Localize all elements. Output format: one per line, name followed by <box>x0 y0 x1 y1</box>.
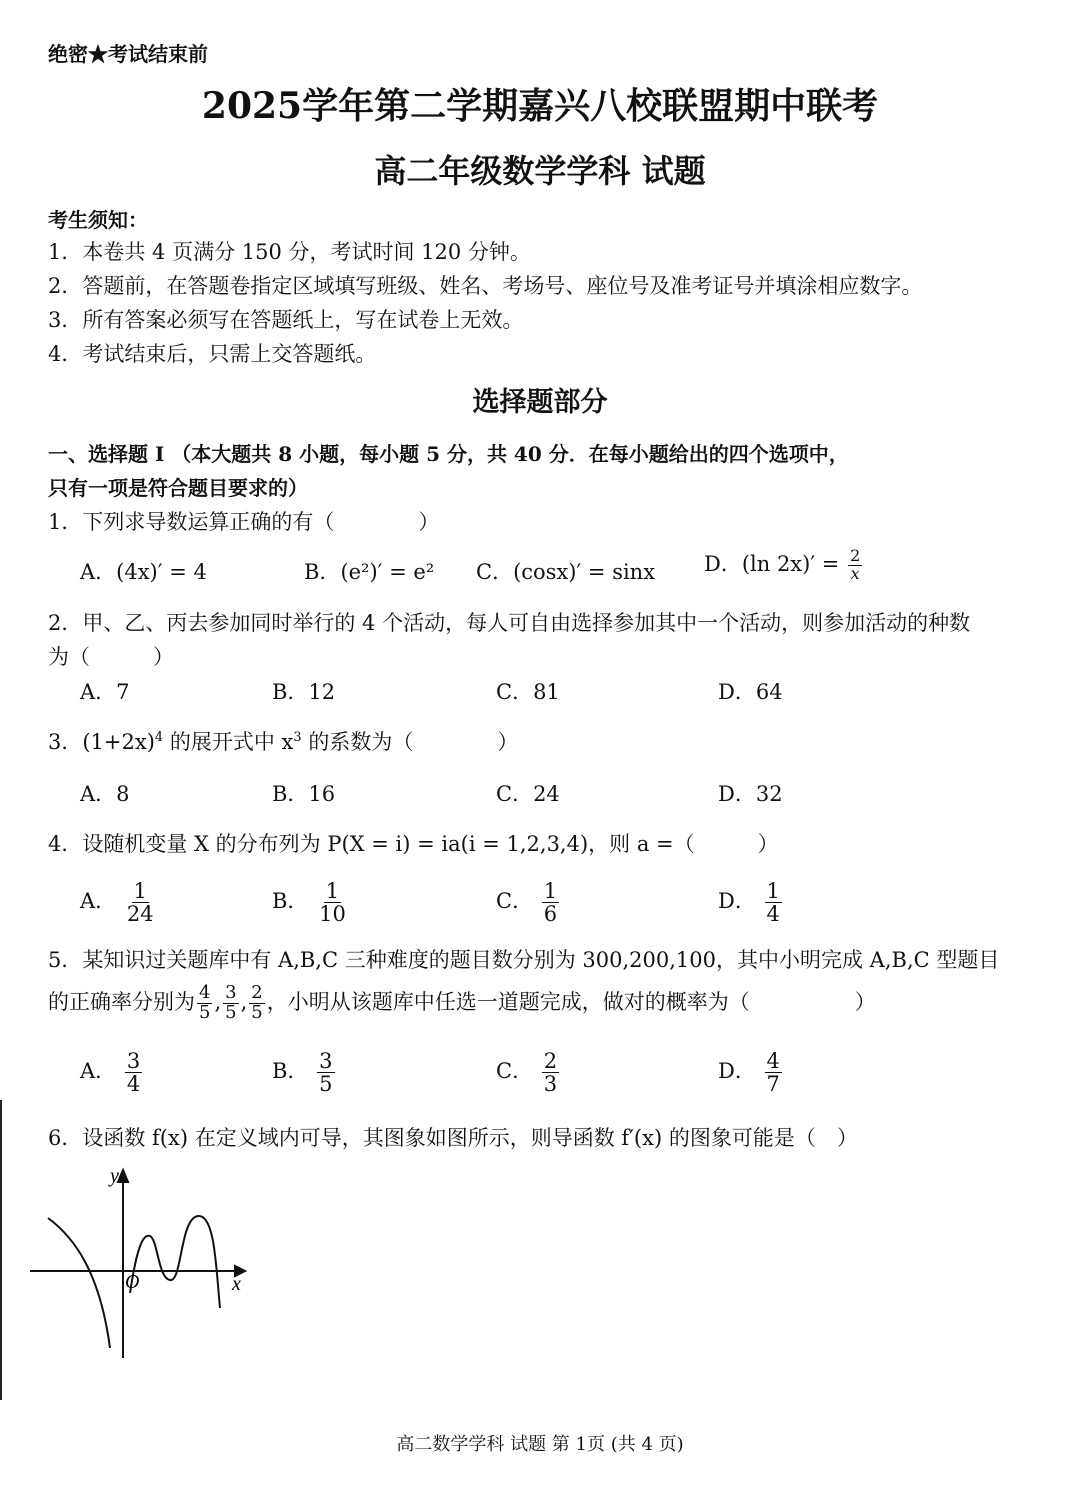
q5-stem-line1: 5．某知识过关题库中有 A,B,C 三种难度的题目数分别为 300,200,100，其中小明完成 A,B,C 型题目 <box>48 948 1000 972</box>
x-axis-label: x <box>232 1273 241 1295</box>
fraction-numerator: 3 <box>225 982 237 1003</box>
scan-edge-mark <box>0 1100 2 1400</box>
notice-heading: 考生须知： <box>48 208 148 232</box>
q5-option-d-fraction <box>765 1050 782 1095</box>
q4-option-c <box>496 880 561 925</box>
fraction-numerator: 1 <box>325 879 340 903</box>
q3-stem-mid: 的展开式中 x <box>163 730 294 754</box>
q4-option-a-fraction <box>125 880 156 925</box>
q5-option-c <box>496 1050 561 1095</box>
q5-option-c-fraction <box>542 1050 559 1095</box>
q3-option-c: C．24 <box>496 782 560 806</box>
q5-stem-line2: 的正确率分别为 $\frac{4}{5}$ , $\frac{3}{5}$ , $\frac{2}{5}$ ，小明从该题库中任选一道题完成，做对的概率为（ ） <box>48 982 876 1023</box>
q5-option-b-label: B． <box>272 1059 309 1084</box>
q5-option-a-fraction <box>125 1050 142 1095</box>
fraction-denominator: 5 <box>319 1072 333 1097</box>
fraction-denominator: 10 <box>319 902 346 927</box>
q2-option-c: C．81 <box>496 680 560 704</box>
q3-option-b: B．16 <box>272 782 336 806</box>
y-axis-label: y <box>110 1165 119 1187</box>
q2-stem-line1: 2．甲、乙、丙去参加同时举行的 4 个活动，每人可自由选择参加其中一个活动，则参加活动的种数 <box>48 611 971 635</box>
q5-rate-c <box>249 984 264 1023</box>
fraction-numerator: 3 <box>319 1049 333 1073</box>
fraction-numerator: 2 <box>251 982 263 1003</box>
q6-stem: 6．设函数 f(x) 在定义域内可导，其图象如图所示，则导函数 f′(x) 的图象可能是（ ） <box>48 1126 858 1150</box>
notice-item-3: 3．所有答案必须写在答题纸上，写在试卷上无效。 <box>48 308 524 332</box>
q4-option-d-fraction <box>765 880 782 925</box>
q4-option-b-fraction <box>317 880 348 925</box>
q5-stem-pre: 的正确率分别为 <box>48 989 195 1014</box>
notice-item-1: 1．本卷共 4 页满分 150 分，考试时间 120 分钟。 <box>48 240 531 264</box>
q5-stem-post: ，小明从该题库中任选一道题完成，做对的概率为（ ） <box>266 989 876 1014</box>
fraction-numerator: 4 <box>766 1049 780 1073</box>
notice-item-4: 4．考试结束后，只需上交答题纸。 <box>48 342 377 366</box>
exam-subtitle: 高二年级数学学科 试题 <box>374 152 706 190</box>
q3-stem-post: 的系数为（ ） <box>301 730 519 754</box>
q3-stem <box>48 726 518 756</box>
q1-option-d-fraction <box>848 548 862 583</box>
fraction-denominator: 24 <box>126 902 154 927</box>
q1-option-b-label: B． <box>304 560 341 584</box>
q4-option-a <box>80 880 158 925</box>
fraction-numerator: 2 <box>850 546 861 566</box>
q2-option-b: B．12 <box>272 680 336 704</box>
fraction-denominator: 5 <box>251 1001 263 1023</box>
q5-option-d-label: D． <box>718 1059 756 1084</box>
q3-exponent-2: 3 <box>293 730 302 745</box>
q4-option-d-label: D． <box>718 889 756 914</box>
q3-stem-pre: 3．(1+2x) <box>48 730 155 754</box>
q4-option-b <box>272 880 350 925</box>
q1-option-d <box>704 548 864 583</box>
q3-option-a: A．8 <box>80 782 130 806</box>
y-axis-arrow-icon <box>118 1170 128 1182</box>
q1-option-a: A．(4x)′ = 4 <box>80 560 207 584</box>
q5-option-b <box>272 1050 337 1095</box>
q4-stem: 4．设随机变量 X 的分布列为 P(X = i) = ia(i = 1,2,3,4)，则 a =（ ） <box>48 832 779 856</box>
q4-option-c-label: C． <box>496 889 534 914</box>
exam-title: 2025学年第二学期嘉兴八校联盟期中联考 <box>201 85 879 127</box>
notice-item-2: 2．答题前，在答题卷指定区域填写班级、姓名、考场号、座位号及准考证号并填涂相应数字。 <box>48 274 923 298</box>
q4-option-c-fraction <box>542 880 559 925</box>
q1-stem: 1．下列求导数运算正确的有（ ） <box>48 510 440 534</box>
q4-option-d <box>718 880 784 925</box>
q4-option-a-label: A． <box>80 889 117 914</box>
origin-label: O <box>125 1271 140 1293</box>
fraction-denominator: 5 <box>199 1001 211 1023</box>
q5-option-c-label: C． <box>496 1059 534 1084</box>
q1-option-b <box>304 556 434 586</box>
fraction-numerator: 3 <box>126 1049 141 1073</box>
q3-exponent: 4 <box>154 730 164 745</box>
fraction-denominator: 4 <box>126 1072 141 1097</box>
q2-stem-line2: 为（ ） <box>48 645 174 669</box>
page-footer: 高二数学学科 试题 第 1页 (共 4 页) <box>396 1434 684 1455</box>
q5-option-a <box>80 1050 144 1095</box>
section-instruction-1: 一、选择题 I （本大题共 8 小题，每小题 5 分，共 40 分．在每小题给出的四个选项中， <box>48 442 849 466</box>
fraction-denominator: 5 <box>225 1001 237 1023</box>
fraction-denominator: 7 <box>766 1072 780 1097</box>
q5-rate-b <box>223 984 238 1023</box>
section-instruction-2: 只有一项是符合题目要求的） <box>48 476 308 500</box>
fraction-numerator: 1 <box>766 879 780 903</box>
q1-option-c: C．(cosx)′ = sinx <box>476 560 656 584</box>
curve-right-branch <box>130 1216 220 1308</box>
fraction-numerator: 4 <box>199 982 211 1003</box>
q1-option-d-label: D．(ln 2x)′ = <box>704 552 840 576</box>
fraction-denominator: x <box>850 564 860 583</box>
fraction-denominator: 3 <box>543 1072 558 1097</box>
section-title: 选择题部分 <box>472 387 608 418</box>
q5-option-d <box>718 1050 784 1095</box>
fraction-denominator: 6 <box>543 902 558 927</box>
confidential-mark: 绝密★考试结束前 <box>48 42 208 66</box>
fraction-denominator: 4 <box>766 902 780 927</box>
q6-function-graph <box>30 1158 270 1368</box>
fraction-numerator: 1 <box>133 879 147 903</box>
q4-option-b-label: B． <box>272 889 309 914</box>
q1-option-b-text: (e²)′ = e² <box>340 560 435 584</box>
q2-option-d: D．64 <box>718 680 783 704</box>
fraction-numerator: 1 <box>543 879 558 903</box>
fraction-numerator: 2 <box>543 1049 558 1073</box>
q5-rate-a <box>197 984 212 1023</box>
q5-option-b-fraction <box>317 1050 334 1095</box>
curve-left-branch <box>48 1218 110 1348</box>
q3-option-d: D．32 <box>718 782 783 806</box>
q2-option-a: A．7 <box>80 680 130 704</box>
q5-option-a-label: A． <box>80 1059 117 1084</box>
